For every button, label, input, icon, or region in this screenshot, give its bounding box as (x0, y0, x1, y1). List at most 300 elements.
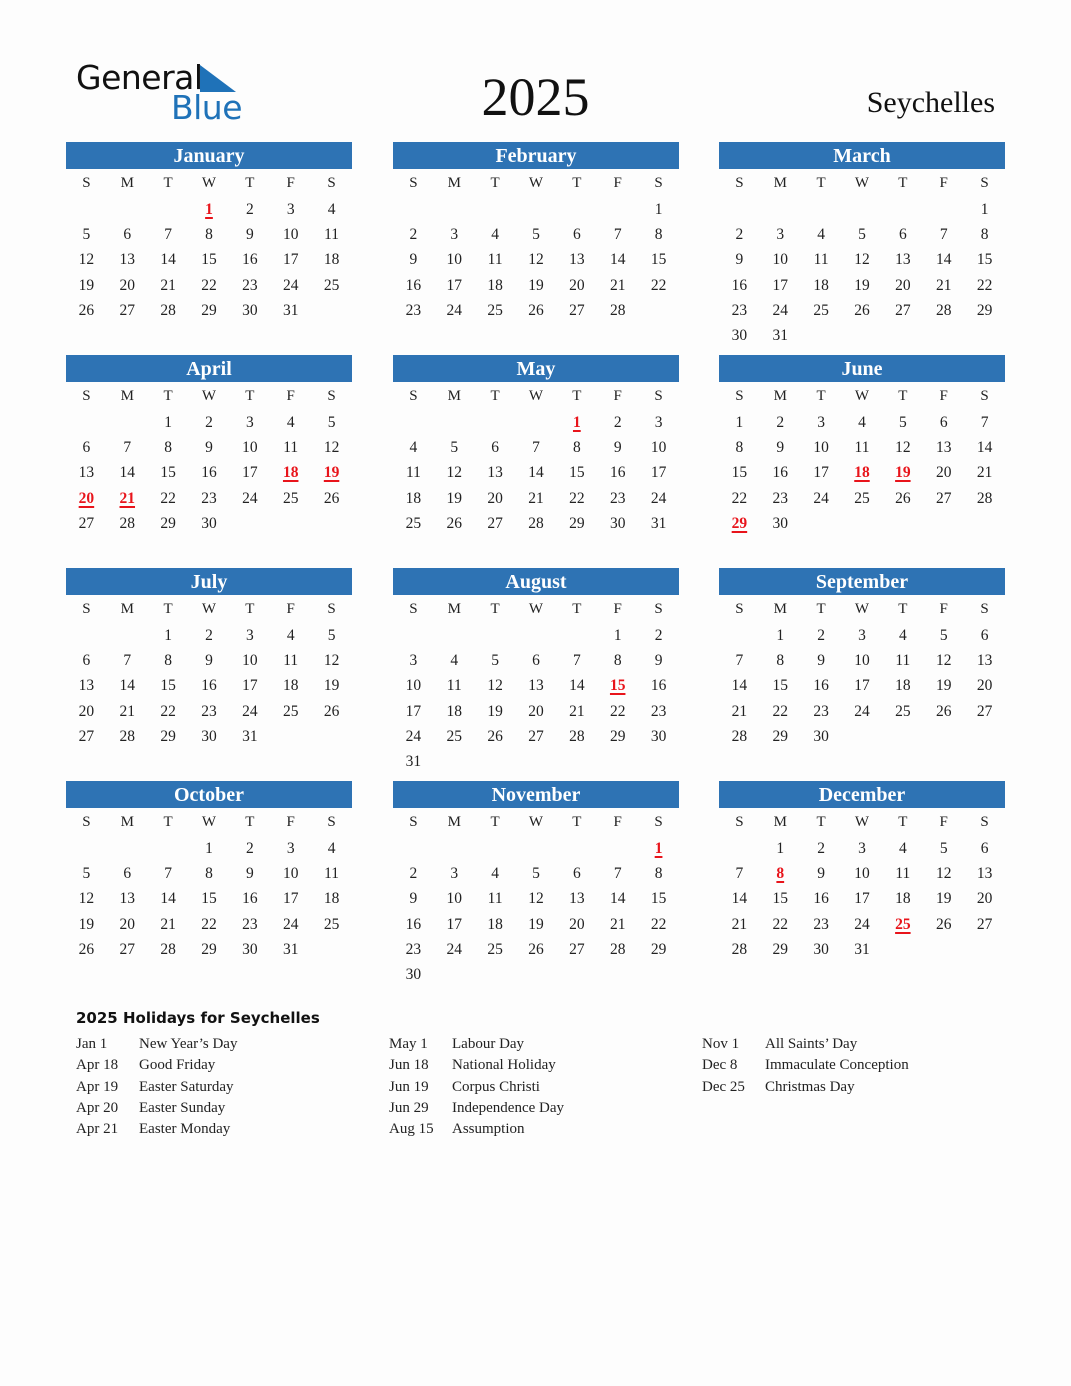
weekday-label: F (286, 175, 295, 191)
weekday-label: S (409, 388, 418, 404)
date-cell: 19 (935, 890, 952, 908)
date-cell: 26 (323, 702, 340, 720)
date-cell: 7 (123, 439, 132, 457)
holiday-date: Apr 21 (76, 1121, 119, 1138)
date-cell: 21 (609, 915, 626, 933)
date-cell: 16 (650, 677, 667, 695)
date-cell: 9 (654, 652, 663, 670)
date-cell: 31 (854, 940, 870, 958)
date-cell: 11 (487, 890, 503, 908)
date-cell: 21 (160, 276, 176, 294)
date-cell: 27 (569, 940, 585, 958)
date-cell: 22 (569, 489, 585, 507)
weekday-label: F (939, 601, 948, 617)
date-cell: 31 (282, 940, 299, 958)
date-cell: 14 (160, 890, 176, 908)
date-cell: 28 (976, 489, 993, 507)
month-april (66, 355, 352, 565)
weekday-label: W (528, 175, 544, 191)
empty-cell (719, 197, 760, 222)
weekday-label: F (286, 601, 295, 617)
date-cell: 24 (813, 489, 829, 507)
date-cell: 13 (976, 652, 993, 670)
date-cell: 17 (650, 464, 667, 482)
date-cell: 7 (735, 865, 744, 883)
weekday-label: T (490, 601, 500, 617)
date-cell: 7 (123, 652, 132, 670)
holiday-name: Christmas Day (765, 1078, 855, 1095)
date-cell: 6 (82, 652, 91, 670)
holiday-name: National Holiday (452, 1057, 556, 1074)
date-cell: 5 (82, 865, 91, 883)
days-grid (66, 623, 352, 749)
date-cell: 8 (654, 865, 663, 883)
date-cell: 12 (487, 677, 503, 695)
date-cell: 30 (813, 727, 829, 745)
date-cell: 13 (935, 439, 952, 457)
date-cell: 6 (532, 652, 540, 670)
date-cell: 4 (286, 627, 295, 644)
holiday-date: 29 (731, 514, 748, 532)
holidays-column (389, 1034, 564, 1140)
weekday-header-row (66, 808, 352, 836)
holiday-name: Easter Monday (139, 1121, 231, 1138)
weekday-label: T (572, 814, 582, 830)
empty-cell (66, 410, 107, 435)
date-cell: 9 (613, 439, 622, 457)
date-cell: 27 (528, 727, 544, 745)
date-cell: 17 (242, 464, 258, 482)
empty-cell (107, 197, 148, 222)
date-cell: 23 (201, 702, 217, 720)
date-cell: 11 (324, 226, 340, 244)
date-cell: 29 (772, 727, 789, 745)
date-cell: 1 (776, 627, 785, 644)
holidays-title: 2025 Holidays for Seychelles (76, 1009, 320, 1027)
date-cell: 25 (813, 301, 829, 319)
date-cell: 17 (854, 677, 870, 695)
holiday-date: 19 (323, 464, 340, 482)
weekday-label: S (327, 601, 336, 617)
weekday-label: M (773, 814, 787, 830)
date-cell: 10 (242, 652, 258, 670)
weekday-label: S (327, 175, 336, 191)
weekday-label: T (898, 175, 908, 191)
date-cell: 4 (327, 840, 336, 857)
date-cell: 7 (613, 226, 622, 244)
date-cell: 15 (772, 890, 789, 908)
date-cell: 3 (654, 414, 663, 431)
holiday-row (76, 1034, 237, 1055)
weekday-label: T (572, 388, 582, 404)
date-cell: 4 (286, 414, 295, 431)
date-cell: 5 (82, 226, 91, 244)
date-cell: 9 (817, 865, 825, 883)
days-grid (393, 623, 679, 774)
date-cell: 13 (976, 865, 993, 883)
date-cell: 10 (772, 251, 789, 269)
weekday-header-row (66, 382, 352, 410)
date-cell: 2 (205, 627, 213, 644)
date-cell: 19 (78, 915, 95, 933)
date-cell: 7 (613, 865, 622, 883)
weekday-header-row (719, 382, 1005, 410)
weekday-label: F (613, 814, 622, 830)
weekday-label: S (82, 175, 91, 191)
date-cell: 19 (528, 276, 544, 294)
date-cell: 24 (282, 276, 299, 294)
date-cell: 31 (772, 326, 789, 344)
date-cell: 18 (487, 276, 503, 294)
date-cell: 2 (409, 226, 418, 244)
holiday-name: Easter Sunday (139, 1099, 226, 1116)
date-cell: 14 (731, 677, 748, 695)
date-cell: 21 (731, 702, 748, 720)
date-cell: 3 (858, 627, 866, 644)
date-cell: 10 (282, 865, 299, 883)
date-cell: 22 (772, 702, 789, 720)
month-september (719, 568, 1005, 778)
date-cell: 6 (572, 226, 581, 244)
date-cell: 24 (650, 489, 667, 507)
date-cell: 16 (201, 677, 217, 695)
date-cell: 9 (817, 652, 825, 670)
empty-cell (148, 836, 189, 861)
empty-cell (393, 623, 434, 648)
holiday-date: 15 (609, 677, 626, 695)
date-cell: 23 (242, 276, 258, 294)
weekday-label: S (654, 601, 663, 617)
date-cell: 8 (735, 439, 744, 457)
date-cell: 22 (976, 276, 993, 294)
date-cell: 30 (731, 326, 748, 344)
date-cell: 8 (776, 652, 785, 670)
date-cell: 16 (731, 276, 748, 294)
date-cell: 12 (323, 652, 340, 670)
days-grid (719, 623, 1005, 749)
date-cell: 27 (976, 915, 993, 933)
date-cell: 13 (895, 251, 911, 269)
days-grid (719, 836, 1005, 962)
holiday-row (702, 1055, 909, 1076)
holiday-date: 1 (572, 414, 581, 431)
date-cell: 10 (446, 251, 463, 269)
date-cell: 5 (450, 439, 459, 457)
date-cell: 30 (405, 965, 422, 983)
date-cell: 18 (895, 890, 911, 908)
days-grid (719, 197, 1005, 348)
weekday-header-row (393, 808, 679, 836)
empty-cell (516, 197, 557, 222)
month-january (66, 142, 352, 352)
weekday-label: W (201, 175, 217, 191)
weekday-label: T (816, 601, 826, 617)
holiday-date: Dec 8 (702, 1057, 738, 1074)
date-cell: 7 (939, 226, 948, 244)
date-cell: 18 (895, 677, 911, 695)
date-cell: 29 (160, 514, 176, 532)
date-cell: 20 (569, 276, 585, 294)
date-cell: 2 (735, 226, 744, 244)
date-cell: 9 (776, 439, 785, 457)
holiday-date: 19 (895, 464, 911, 482)
date-cell: 21 (119, 702, 136, 720)
weekday-label: W (854, 175, 870, 191)
weekday-label: T (490, 388, 500, 404)
month-november (393, 781, 679, 991)
weekday-label: T (245, 175, 255, 191)
date-cell: 29 (201, 301, 217, 319)
weekday-label: M (447, 388, 461, 404)
date-cell: 15 (160, 464, 176, 482)
date-cell: 26 (528, 301, 544, 319)
holiday-row (702, 1077, 909, 1098)
date-cell: 14 (935, 251, 952, 269)
date-cell: 14 (731, 890, 748, 908)
date-cell: 18 (405, 489, 422, 507)
date-cell: 13 (487, 464, 503, 482)
date-cell: 25 (323, 276, 340, 294)
date-cell: 15 (650, 251, 667, 269)
date-cell: 1 (164, 414, 172, 431)
date-cell: 5 (939, 840, 948, 857)
date-cell: 20 (119, 915, 136, 933)
empty-cell (760, 197, 801, 222)
date-cell: 14 (609, 890, 626, 908)
date-cell: 15 (976, 251, 993, 269)
date-cell: 14 (528, 464, 544, 482)
date-cell: 13 (569, 890, 585, 908)
date-cell: 29 (569, 514, 585, 532)
weekday-label: F (939, 388, 948, 404)
date-cell: 23 (813, 702, 829, 720)
holidays-column (702, 1034, 909, 1098)
date-cell: 20 (487, 489, 503, 507)
empty-cell (801, 197, 842, 222)
date-cell: 29 (201, 940, 217, 958)
date-cell: 12 (78, 251, 95, 269)
weekday-label: M (773, 175, 787, 191)
date-cell: 12 (528, 890, 544, 908)
days-grid (719, 410, 1005, 536)
date-cell: 27 (895, 301, 911, 319)
date-cell: 1 (613, 627, 622, 644)
month-header: April (66, 355, 352, 382)
date-cell: 29 (772, 940, 789, 958)
holiday-date: Jun 18 (389, 1057, 429, 1074)
date-cell: 18 (282, 677, 299, 695)
date-cell: 6 (82, 439, 91, 457)
date-cell: 30 (201, 727, 217, 745)
holiday-date: 1 (205, 201, 213, 218)
weekday-label: M (120, 814, 134, 830)
date-cell: 23 (813, 915, 829, 933)
weekday-label: W (854, 388, 870, 404)
date-cell: 30 (772, 514, 789, 532)
weekday-label: T (163, 388, 173, 404)
empty-cell (597, 836, 638, 861)
date-cell: 9 (205, 439, 213, 457)
empty-cell (434, 836, 475, 861)
date-cell: 30 (242, 940, 258, 958)
date-cell: 27 (119, 301, 136, 319)
date-cell: 5 (532, 226, 540, 244)
holiday-row (389, 1119, 564, 1140)
date-cell: 8 (980, 226, 989, 244)
date-cell: 4 (898, 627, 907, 644)
weekday-label: S (735, 814, 744, 830)
date-cell: 13 (78, 464, 95, 482)
month-header: November (393, 781, 679, 808)
weekday-label: T (572, 175, 582, 191)
weekday-label: S (735, 175, 744, 191)
date-cell: 2 (776, 414, 785, 431)
date-cell: 12 (854, 251, 870, 269)
holiday-date: Jun 19 (389, 1078, 429, 1095)
holiday-name: Labour Day (452, 1036, 525, 1052)
holiday-date: 20 (78, 489, 95, 507)
date-cell: 14 (569, 677, 585, 695)
weekday-label: S (654, 175, 663, 191)
empty-cell (475, 623, 516, 648)
weekday-label: T (898, 388, 908, 404)
holiday-row (389, 1055, 564, 1076)
date-cell: 15 (731, 464, 748, 482)
date-cell: 13 (119, 251, 136, 269)
date-cell: 25 (895, 702, 911, 720)
date-cell: 17 (813, 464, 829, 482)
date-cell: 29 (650, 940, 667, 958)
date-cell: 5 (939, 627, 948, 644)
month-march (719, 142, 1005, 352)
date-cell: 16 (813, 677, 829, 695)
date-cell: 19 (446, 489, 463, 507)
date-cell: 12 (323, 439, 340, 457)
month-october (66, 781, 352, 991)
weekday-label: S (980, 601, 989, 617)
weekday-label: W (854, 814, 870, 830)
weekday-label: F (939, 814, 948, 830)
date-cell: 9 (735, 251, 744, 269)
date-cell: 5 (327, 627, 336, 644)
date-cell: 13 (78, 677, 95, 695)
weekday-label: W (201, 814, 217, 830)
date-cell: 23 (650, 702, 667, 720)
date-cell: 17 (282, 251, 299, 269)
date-cell: 1 (205, 840, 213, 857)
weekday-label: M (773, 601, 787, 617)
date-cell: 5 (532, 865, 540, 883)
date-cell: 1 (654, 201, 663, 218)
date-cell: 30 (609, 514, 626, 532)
date-cell: 29 (609, 727, 626, 745)
date-cell: 11 (813, 251, 829, 269)
date-cell: 25 (405, 514, 422, 532)
date-cell: 8 (572, 439, 581, 457)
date-cell: 10 (242, 439, 258, 457)
date-cell: 16 (405, 915, 422, 933)
empty-cell (719, 836, 760, 861)
date-cell: 28 (528, 514, 544, 532)
country-name: Seychelles (866, 86, 995, 119)
date-cell: 4 (491, 226, 499, 244)
empty-cell (556, 623, 597, 648)
weekday-label: T (163, 814, 173, 830)
date-cell: 23 (405, 940, 422, 958)
date-cell: 2 (613, 414, 622, 431)
date-cell: 11 (283, 652, 299, 670)
date-cell: 24 (446, 940, 463, 958)
date-cell: 22 (650, 276, 667, 294)
date-cell: 18 (446, 702, 463, 720)
date-cell: 27 (976, 702, 993, 720)
date-cell: 12 (446, 464, 463, 482)
date-cell: 20 (976, 890, 993, 908)
empty-cell (66, 623, 107, 648)
weekday-header-row (393, 382, 679, 410)
holiday-date: 1 (654, 840, 663, 857)
date-cell: 6 (898, 226, 907, 244)
days-grid (66, 197, 352, 323)
date-cell: 4 (858, 414, 866, 431)
date-cell: 20 (976, 677, 993, 695)
days-grid (66, 410, 352, 536)
empty-cell (107, 836, 148, 861)
date-cell: 18 (487, 915, 503, 933)
date-cell: 2 (205, 414, 213, 431)
date-cell: 30 (201, 514, 217, 532)
empty-cell (842, 197, 883, 222)
date-cell: 4 (409, 439, 418, 457)
month-header: December (719, 781, 1005, 808)
weekday-label: W (201, 601, 217, 617)
month-header: March (719, 142, 1005, 169)
month-header: September (719, 568, 1005, 595)
holiday-date: 21 (119, 489, 136, 507)
date-cell: 23 (405, 301, 422, 319)
date-cell: 2 (245, 840, 254, 857)
empty-cell (393, 836, 434, 861)
date-cell: 22 (160, 702, 176, 720)
month-february (393, 142, 679, 352)
date-cell: 8 (205, 865, 213, 883)
weekday-header-row (393, 595, 679, 623)
date-cell: 27 (935, 489, 952, 507)
date-cell: 27 (119, 940, 136, 958)
weekday-label: F (939, 175, 948, 191)
weekday-label: T (816, 388, 826, 404)
weekday-label: S (980, 814, 989, 830)
date-cell: 16 (609, 464, 626, 482)
date-cell: 3 (245, 414, 254, 431)
date-cell: 24 (242, 489, 258, 507)
holiday-row (389, 1077, 564, 1098)
date-cell: 22 (160, 489, 176, 507)
date-cell: 27 (487, 514, 503, 532)
date-cell: 31 (242, 727, 258, 745)
date-cell: 16 (813, 890, 829, 908)
date-cell: 6 (980, 840, 989, 857)
date-cell: 30 (650, 727, 667, 745)
weekday-label: T (163, 175, 173, 191)
date-cell: 21 (731, 915, 748, 933)
date-cell: 26 (854, 301, 870, 319)
empty-cell (923, 197, 964, 222)
empty-cell (475, 410, 516, 435)
month-july (66, 568, 352, 778)
date-cell: 28 (160, 940, 176, 958)
date-cell: 28 (569, 727, 585, 745)
